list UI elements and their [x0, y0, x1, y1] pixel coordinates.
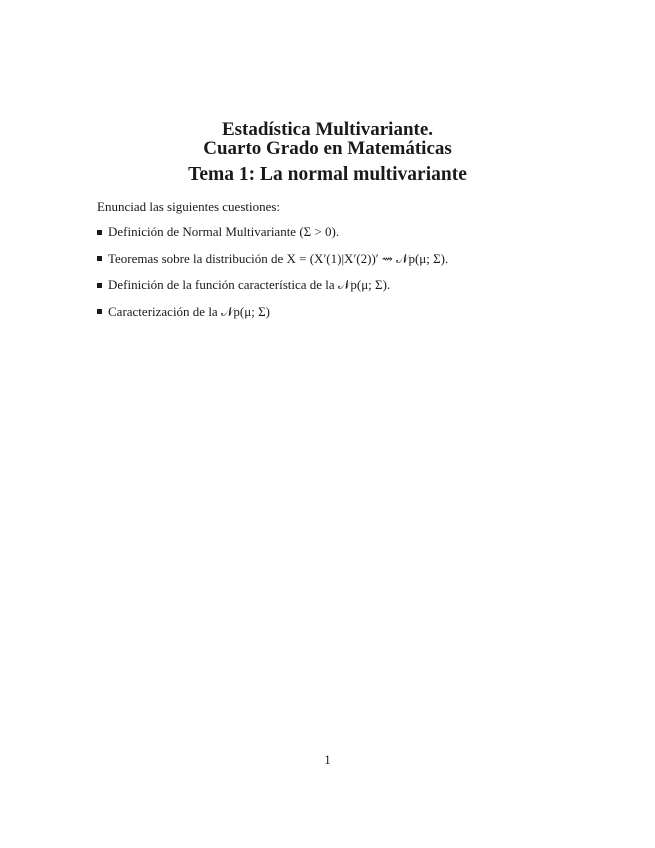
bullet-icon: [97, 256, 102, 261]
list-item: [97, 277, 448, 304]
section-heading: Tema 1: La normal multivariante: [188, 164, 467, 185]
question-list: [97, 224, 448, 330]
page-number: 1: [324, 752, 331, 767]
item-text: Teoremas sobre la distribución de X = (X′(1)|X′(2))′ ⇝ 𝒩p(μ; Σ).: [108, 250, 449, 266]
intro-text: Enunciad las siguientes cuestiones:: [97, 199, 281, 214]
list-item: [97, 224, 448, 251]
item-text: Caracterización de la 𝒩p(μ; Σ): [108, 303, 270, 319]
list-item: [97, 304, 448, 331]
bullet-icon: [97, 283, 102, 288]
title-line-1: Estadística Multivariante.: [221, 119, 434, 140]
title-line-2: Cuarto Grado en Matemáticas: [203, 138, 452, 159]
bullet-icon: [97, 230, 102, 235]
document-title: [0, 120, 655, 158]
item-text: Definición de la función característica de la 𝒩p(μ; Σ).: [108, 277, 391, 292]
list-item: [97, 251, 448, 278]
bullet-icon: [97, 309, 102, 314]
item-text: Definición de Normal Multivariante (Σ > 0).: [108, 224, 340, 239]
